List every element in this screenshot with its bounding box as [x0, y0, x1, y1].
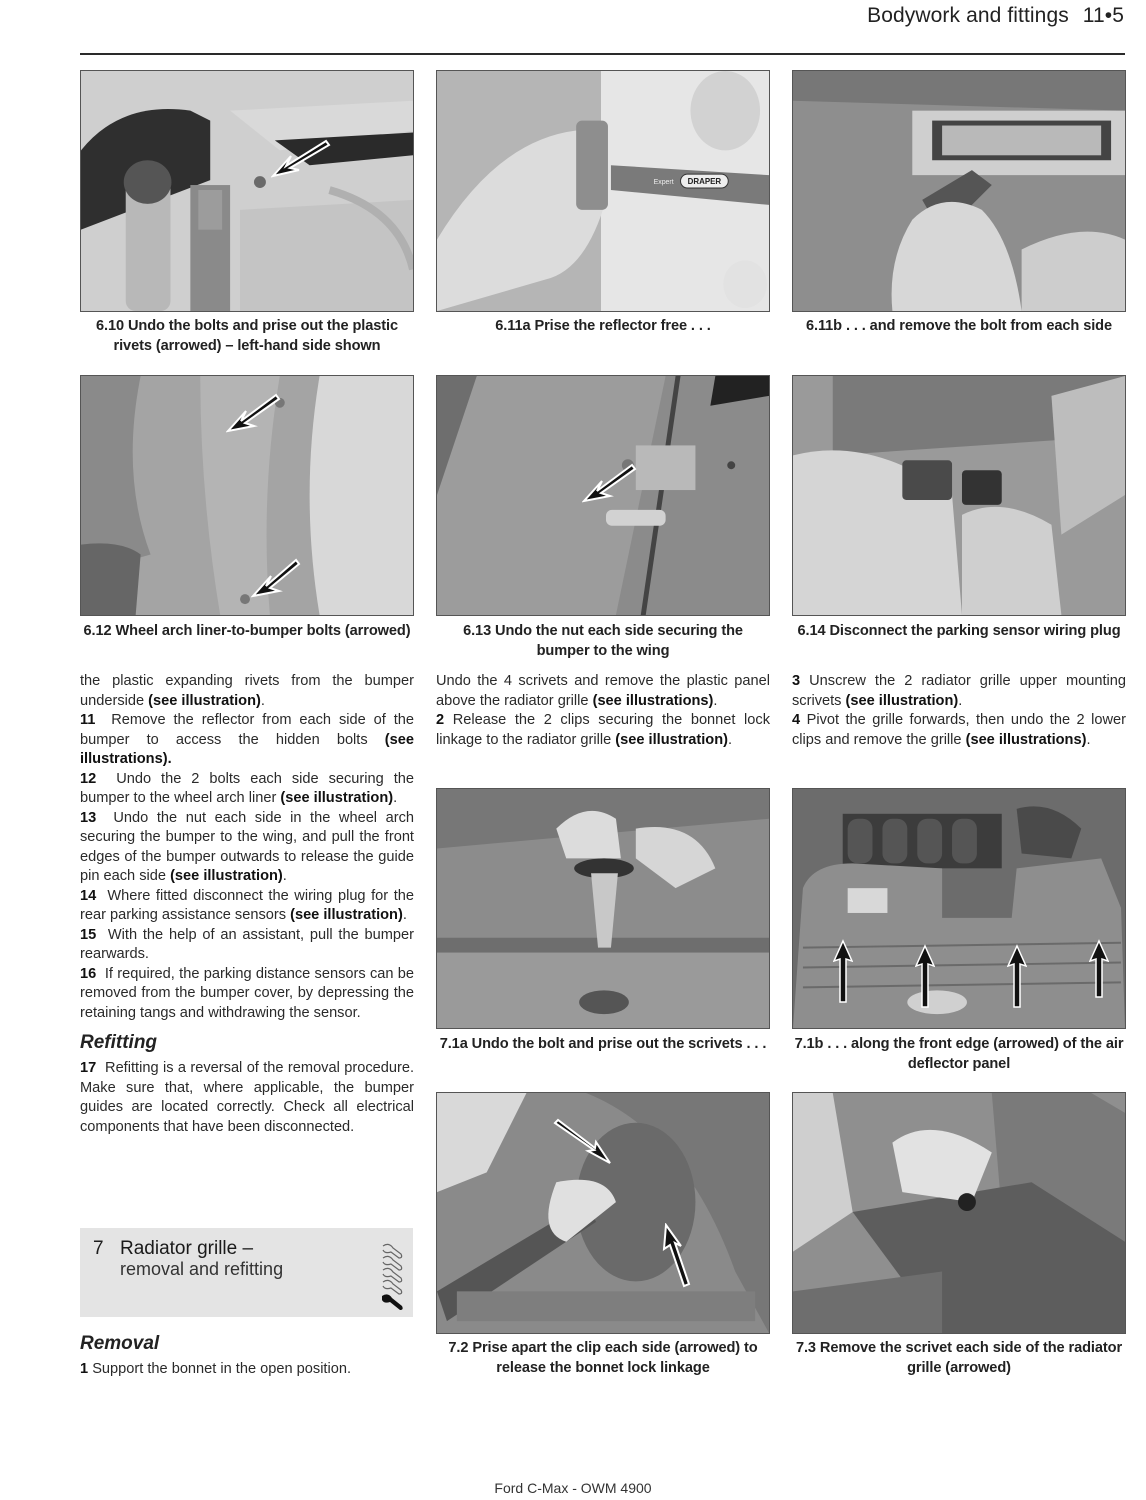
- photo-6-13: [436, 375, 770, 616]
- section-heading-box: [80, 1228, 413, 1317]
- photo-6-14: [792, 375, 1126, 616]
- caption-6-11b: 6.11b . . . and remove the bolt from each side: [805, 318, 1113, 334]
- caption-6-13: 6.13 Undo the nut each side securing the bumper to the wing: [463, 623, 743, 659]
- photo-7-1b: [792, 788, 1126, 1029]
- arrow-icon: [662, 1223, 692, 1288]
- step-1: 1 Support the bonnet in the open position.: [80, 1361, 352, 1377]
- caption-7-1b: 7.1b . . . along the front edge (arrowed) of the air deflector panel: [794, 1036, 1124, 1072]
- arrow-icon: [915, 944, 935, 1009]
- arrow-icon: [1007, 944, 1027, 1009]
- step-13: 13 Undo the nut each side in the wheel arch securing the bumper to the wing, and pull the front edges of the bumper outwards to release the guide pin each side (see illustration).: [80, 809, 415, 884]
- arrow-icon: [251, 556, 301, 601]
- running-header: [867, 4, 1124, 28]
- step-12: 12 Undo the 2 bolts each side securing the bumper to the wheel arch liner (see illustration).: [80, 770, 414, 806]
- caption-6-12: 6.12 Wheel arch liner-to-bumper bolts (arrowed): [83, 623, 411, 639]
- section-subtitle: removal and refitting: [120, 1259, 284, 1279]
- step-4: 4 Pivot the grille forwards, then undo the 2 lower clips and remove the grille (see illustrations).: [792, 712, 1126, 748]
- caption-7-1a: 7.1a Undo the bolt and prise out the scrivets . . .: [439, 1036, 767, 1052]
- caption-7-3: 7.3 Remove the scrivet each side of the radiator grille (arrowed): [795, 1340, 1123, 1376]
- header-rule: [80, 53, 1125, 55]
- step-15: 15 With the help of an assistant, pull the bumper rearwards.: [80, 926, 415, 962]
- paragraph-continuation: the plastic expanding rivets from the bumper underside (see illustration).: [80, 673, 414, 709]
- spanner-rating-icon: [379, 1240, 405, 1312]
- section-title: Bodywork and fittings: [867, 4, 1069, 27]
- caption-6-11a: 6.11a Prise the reflector free . . .: [495, 318, 711, 334]
- photo-7-1a: [436, 788, 770, 1029]
- photo-6-11b: [792, 70, 1126, 312]
- arrow-icon: [1089, 939, 1109, 999]
- tool-brand-label: DRAPER: [687, 177, 722, 187]
- photo-7-2: [436, 1092, 770, 1334]
- photo-6-10: [80, 70, 414, 312]
- left-text-column: [80, 672, 414, 1137]
- photo-6-11a: [436, 70, 770, 312]
- refitting-heading: Refitting: [80, 1032, 158, 1053]
- step-2: 2 Release the 2 clips securing the bonnet lock linkage to the radiator grille (see illustration).: [436, 712, 770, 748]
- caption-6-14: 6.14 Disconnect the parking sensor wiring plug: [797, 623, 1121, 639]
- right-text-column: [792, 672, 1126, 750]
- step-11: 11 Remove the reflector from each side of the bumper to access the hidden bolts (see illustrations).: [80, 712, 414, 767]
- step-14: 14 Where fitted disconnect the wiring plug for the rear parking assistance sensors (see illustration).: [80, 887, 414, 923]
- section-number: 7: [93, 1238, 104, 1259]
- section-title: Radiator grille –: [120, 1238, 254, 1259]
- removal-heading: Removal: [80, 1333, 160, 1354]
- arrow-icon: [271, 136, 331, 181]
- arrow-icon: [833, 939, 853, 1004]
- paragraph-continuation: Undo the 4 scrivets and remove the plastic panel above the radiator grille (see illustrations).: [436, 673, 770, 709]
- caption-7-2: 7.2 Prise apart the clip each side (arrowed) to release the bonnet lock linkage: [448, 1340, 758, 1376]
- photo-7-3: [792, 1092, 1126, 1334]
- arrow-icon: [552, 1118, 612, 1168]
- tool-line-label: Expert: [653, 179, 674, 187]
- page-number: 11•5: [1082, 4, 1124, 27]
- arrow-icon: [582, 461, 637, 506]
- arrow-icon: [226, 391, 281, 436]
- page-footer: Ford C-Max - OWM 4900: [494, 1480, 652, 1496]
- step-16: 16 If required, the parking distance sensors can be removed from the bumper cover, by depressing the retaining tangs and withdrawing the sensor.: [80, 965, 415, 1021]
- step-3: 3 Unscrew the 2 radiator grille upper mounting scrivets (see illustration).: [792, 673, 1126, 709]
- middle-text-column: [436, 672, 770, 750]
- caption-6-10: 6.10 Undo the bolts and prise out the plastic rivets (arrowed) – left-hand side shown: [95, 318, 398, 354]
- step-17: 17 Refitting is a reversal of the removal procedure. Make sure that, where applicable, the bumper guides are located correctly. Check all electrical components that have been disconnected.: [80, 1060, 415, 1135]
- removal-section: [80, 1332, 414, 1380]
- photo-6-12: [80, 375, 414, 616]
